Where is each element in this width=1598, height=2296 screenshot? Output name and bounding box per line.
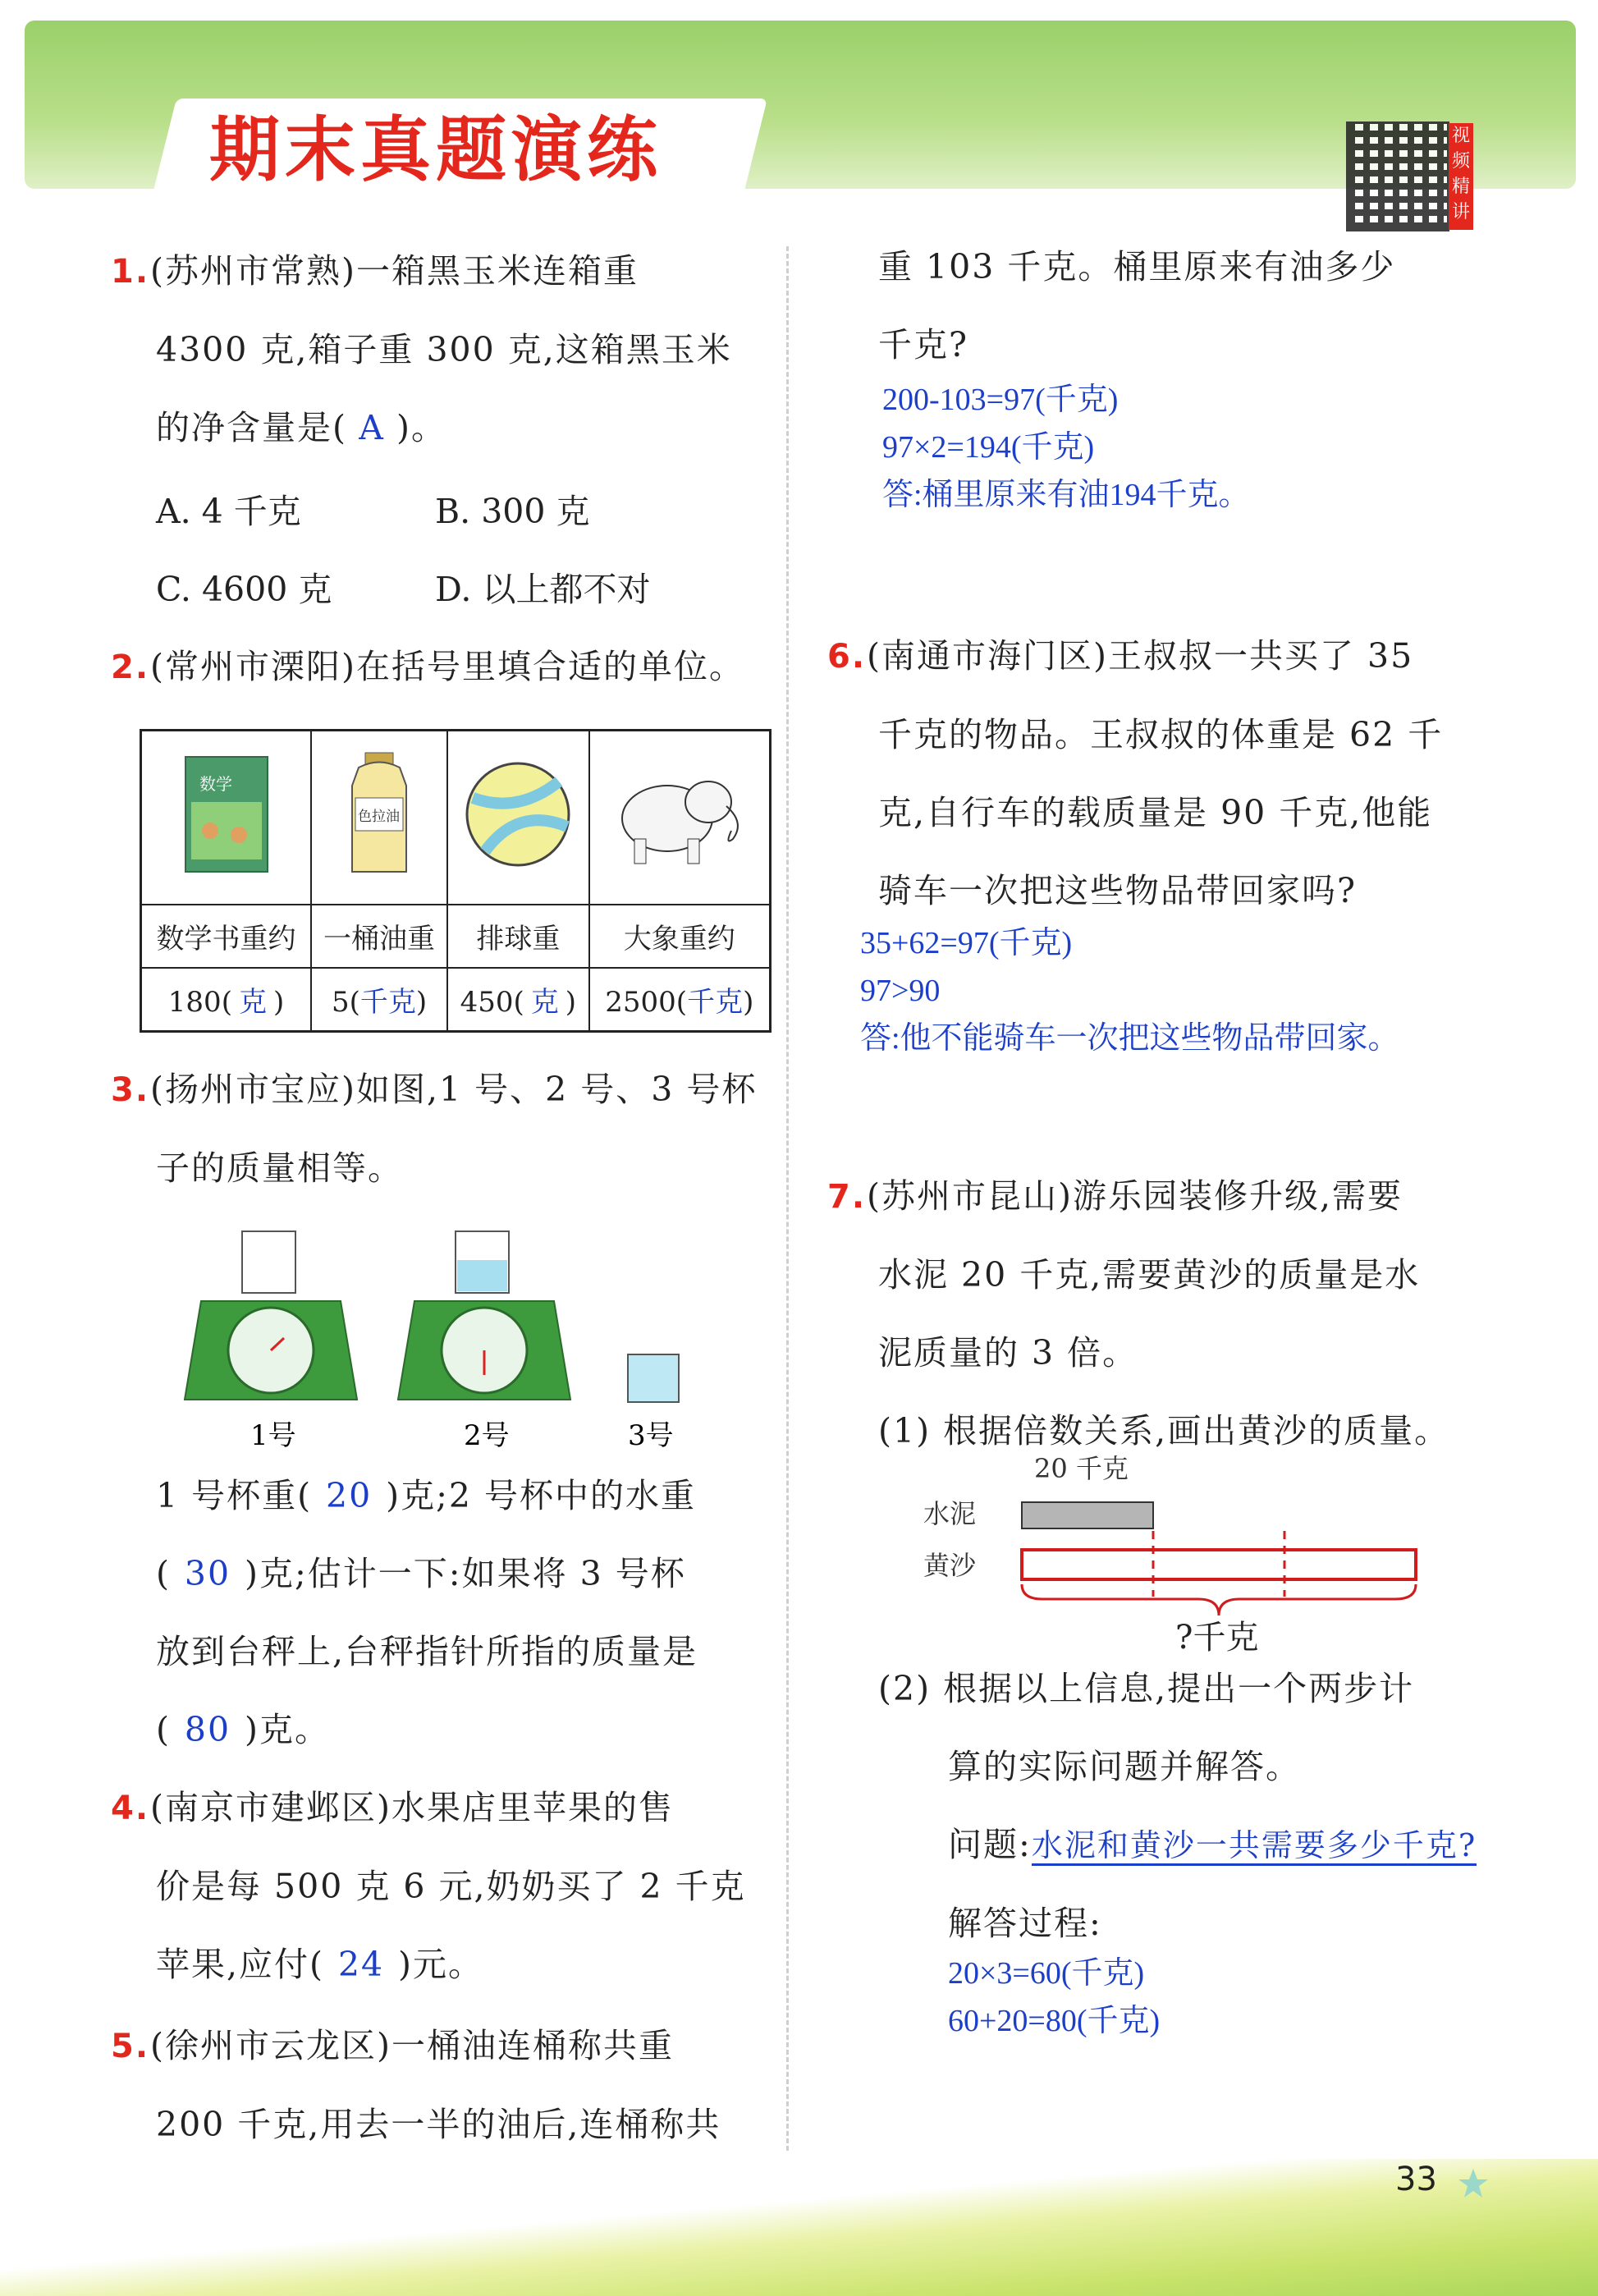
question-number: 2.	[111, 648, 150, 686]
elephant-icon	[610, 757, 749, 872]
question-text: 4300 克,箱子重 300 克,这箱黑玉米	[156, 330, 732, 369]
page-number: 33	[1395, 2161, 1437, 2198]
question-text: 价是每 500 克 6 元,奶奶买了 2 千克	[156, 1867, 746, 1906]
cup-label: 2号	[464, 1419, 510, 1452]
question-text: 千克?	[878, 325, 968, 364]
work-line: 20×3=60(千克)	[948, 1956, 1145, 1991]
question-number: 6.	[827, 638, 867, 676]
question-text: (南京市建邺区)水果店里苹果的售	[150, 1788, 674, 1827]
question-text: 苹果,应付(	[156, 1945, 325, 1984]
table-cell	[141, 731, 312, 905]
table-cell-value	[311, 968, 447, 1032]
table-cell-label: 大象重约	[589, 905, 771, 968]
question-3	[111, 1051, 767, 1208]
answer: 30	[184, 1554, 231, 1593]
value-text: )	[415, 986, 428, 1019]
table-cell-value	[447, 968, 589, 1032]
value-text: 450(	[460, 986, 524, 1019]
answer: A	[359, 408, 385, 447]
question-text: (南通市海门区)王叔叔一共买了 35	[867, 636, 1414, 676]
value-text: 2500(	[605, 986, 688, 1019]
question-text: 200 千克,用去一半的油后,连桶称共	[156, 2105, 721, 2144]
bar-top-label: 20 千克	[1034, 1453, 1129, 1484]
star-icon	[1457, 2167, 1490, 2200]
bottle-label: 色拉油	[358, 808, 401, 825]
table-cell	[311, 731, 447, 905]
process-label: 解答过程:	[948, 1904, 1102, 1943]
volleyball-icon	[460, 757, 575, 872]
question-text: 泥质量的 3 倍。	[878, 1333, 1138, 1373]
question-5	[111, 2007, 767, 2164]
question-text: 千克的物品。王叔叔的体重是 62 千	[878, 715, 1444, 754]
question-number: 4.	[111, 1790, 150, 1827]
table-cell-label: 排球重	[447, 905, 589, 968]
question-text: )元。	[398, 1945, 484, 1984]
oil-bottle-icon	[334, 749, 424, 880]
answer: 80	[184, 1710, 231, 1749]
question-text: (苏州市常熟)一箱黑玉米连箱重	[150, 251, 639, 291]
question-text: 骑车一次把这些物品带回家吗?	[878, 871, 1357, 910]
sub-question: (2) 根据以上信息,提出一个两步计	[878, 1669, 1415, 1708]
answer-line: 答:他不能骑车一次把这些物品带回家。	[860, 1021, 1399, 1056]
answer: 24	[337, 1945, 385, 1984]
table-cell	[447, 731, 589, 905]
units-table	[140, 729, 772, 1033]
table-cell-label: 数学书重约	[141, 905, 312, 968]
question-text: 子的质量相等。	[156, 1148, 403, 1188]
question-text: (扬州市宝应)如图,1 号、2 号、3 号杯	[150, 1070, 758, 1109]
question-5-cont	[878, 228, 1535, 384]
table-cell-label: 一桶油重	[311, 905, 447, 968]
question-number: 1.	[111, 253, 150, 291]
question-7-part2	[878, 1650, 1584, 1963]
qr-code-icon[interactable]	[1346, 121, 1449, 231]
question-text: 重 103 千克。桶里原来有油多少	[878, 247, 1396, 286]
answer: 克	[530, 986, 559, 1019]
question-text: )克。	[245, 1710, 330, 1749]
work-line: 60+20=80(千克)	[948, 2004, 1161, 2038]
scales-figure	[181, 1215, 739, 1461]
answer-line: 答:桶里原来有油194千克。	[882, 478, 1250, 512]
option-a: A. 4 千克	[156, 492, 301, 531]
question-number: 3.	[111, 1071, 150, 1109]
question-6	[827, 617, 1566, 930]
question-text: )克;2 号杯中的水重	[386, 1476, 697, 1515]
question-number: 7.	[827, 1178, 867, 1216]
question-text: (徐州市云龙区)一桶油连桶称共重	[150, 2026, 674, 2065]
scale-1	[185, 1231, 357, 1400]
question-text: (常州市溧阳)在括号里填合适的单位。	[150, 647, 744, 686]
answer: 克	[238, 986, 267, 1019]
book-title: 数学	[199, 773, 232, 794]
cup-label: 1号	[250, 1419, 296, 1452]
work-line: 97×2=194(千克)	[882, 430, 1095, 465]
work-line: 200-103=97(千克)	[882, 383, 1119, 417]
footer-band	[0, 2159, 1598, 2296]
question-number: 5.	[111, 2028, 150, 2065]
work-line: 35+62=97(千克)	[860, 926, 1073, 960]
answer: 20	[326, 1476, 373, 1515]
question-4	[111, 1769, 767, 2004]
cup-label: 3号	[628, 1419, 674, 1452]
bar-diagram	[911, 1453, 1469, 1658]
question-text: 的净含量是(	[156, 408, 347, 447]
table-cell	[589, 731, 771, 905]
question-2	[111, 628, 767, 707]
answer: 千克	[687, 986, 744, 1019]
page-title: 期末真题演练	[209, 109, 662, 191]
answer: 千克	[359, 986, 416, 1019]
work-line: 97>90	[860, 974, 941, 1008]
question-text: (	[156, 1554, 171, 1593]
option-d: D. 以上都不对	[435, 570, 651, 609]
value-text: 5(	[331, 986, 360, 1019]
table-cell-value	[589, 968, 771, 1032]
value-text: )	[565, 986, 577, 1019]
value-text: )	[743, 986, 754, 1019]
sub-question: (1) 根据倍数关系,画出黄沙的质量。	[878, 1411, 1450, 1450]
question-label: 问题:	[948, 1825, 1032, 1864]
option-c: C. 4600 克	[156, 570, 332, 609]
question-text: )克;估计一下:如果将 3 号杯	[245, 1554, 686, 1593]
bar-row-label: 水泥	[923, 1498, 977, 1529]
value-text: )	[272, 986, 285, 1019]
bar-row-label: 黄沙	[923, 1550, 977, 1581]
sand-bar	[1022, 1531, 1416, 1615]
question-text: )。	[396, 408, 446, 447]
question-text: 放到台秤上,台秤指针所指的质量是	[156, 1632, 698, 1671]
question-7	[827, 1157, 1566, 1470]
cement-bar	[1022, 1502, 1153, 1528]
bar-bottom-label: ?千克	[1175, 1619, 1259, 1657]
scale-2	[398, 1231, 570, 1400]
cup-3	[628, 1354, 679, 1402]
value-text: 180(	[167, 986, 232, 1019]
question-text: 水泥 20 千克,需要黄沙的质量是水	[878, 1255, 1421, 1295]
question-text: (苏州市昆山)游乐园装修升级,需要	[867, 1176, 1403, 1216]
question-text: 1 号杯重(	[156, 1476, 313, 1515]
column-divider	[786, 246, 791, 2151]
question-3-answers	[111, 1457, 767, 1769]
sub-question: 算的实际问题并解答。	[948, 1747, 1301, 1786]
question-answer: 水泥和黄沙一共需要多少千克?	[1032, 1827, 1477, 1866]
math-book-icon	[181, 753, 272, 876]
question-1	[111, 232, 767, 467]
question-text: (	[156, 1710, 171, 1749]
table-cell-value	[141, 968, 312, 1032]
option-b: B. 300 克	[435, 492, 590, 531]
qr-label: 视频精讲	[1449, 123, 1473, 230]
question-text: 克,自行车的载质量是 90 千克,他能	[878, 793, 1433, 832]
